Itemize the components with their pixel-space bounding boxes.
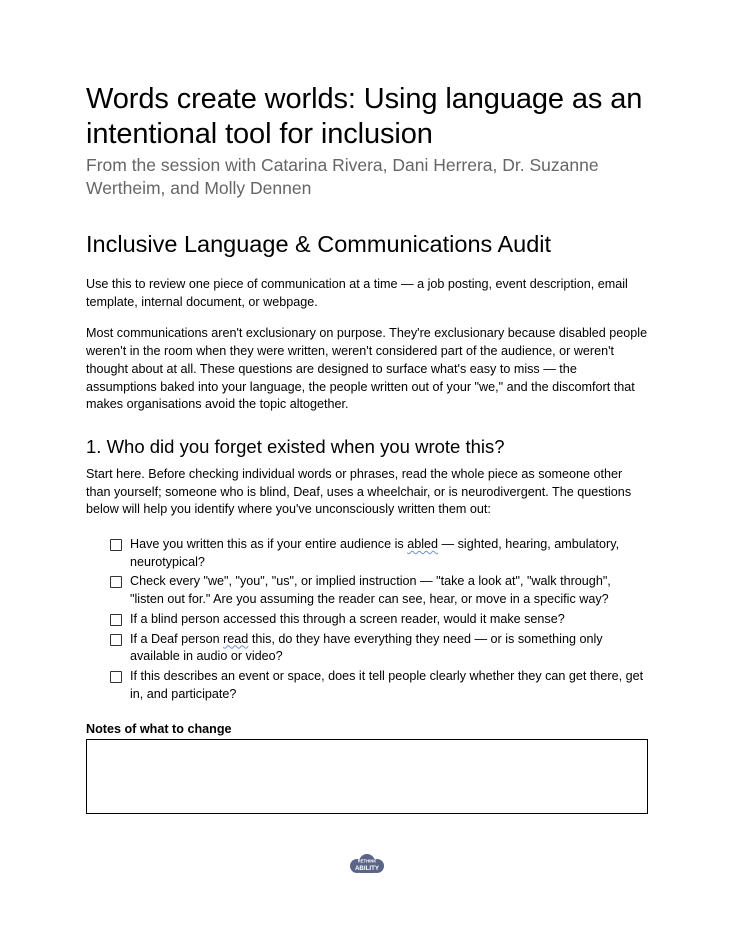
document-page bbox=[86, 82, 648, 814]
checklist-item bbox=[110, 631, 648, 666]
checklist-item bbox=[110, 611, 648, 629]
question-1-checklist bbox=[86, 536, 648, 703]
logo-text-top: RETHINK bbox=[357, 858, 377, 864]
section-heading: Inclusive Language & Communications Audit bbox=[86, 231, 552, 257]
question-1-heading: 1. Who did you forget existed when you wrote this? bbox=[86, 435, 505, 457]
rethink-ability-logo bbox=[348, 854, 386, 874]
checklist-item-text: If a Deaf person read this, do they have everything they need — or is something only available in audio or video? bbox=[130, 631, 603, 664]
question-1-intro: Start here. Before checking individual words or phrases, read the whole piece as someone other than yourself; someone who is blind, Deaf, uses a wheelchair, or is neurodivergent. The questions below will help you identify where you've unconsciously written them out: bbox=[86, 466, 632, 517]
intro-paragraph-2: Most communications aren't exclusionary on purpose. They're exclusionary because disabled people weren't in the room when they were written, weren't considered part of the audience, or weren't thought about at all. These questions are designed to surface what's easy to miss — the assumptions baked into your language, the people written out of your "we," and the discomfort that makes organisations avoid the topic altogether. bbox=[86, 326, 648, 412]
notes-label: Notes of what to change bbox=[86, 722, 232, 737]
checklist-item bbox=[110, 536, 648, 571]
spellcheck-flagged-word: read bbox=[223, 631, 249, 646]
checklist-item-text: If a blind person accessed this through a screen reader, would it make sense? bbox=[130, 611, 565, 626]
notes-text-box[interactable] bbox=[86, 739, 648, 814]
checklist-item-text: Check every "we", "you", "us", or implied instruction — "take a look at", "walk through", "listen out for." Are you assuming the reader can see, hear, or move in a specific way? bbox=[130, 574, 611, 607]
spellcheck-flagged-word: abled bbox=[407, 537, 439, 552]
checkbox-unchecked-icon[interactable] bbox=[110, 634, 122, 646]
checklist-item-text: Have you written this as if your entire audience is abled — sighted, hearing, ambulatory, neurotypical? bbox=[130, 537, 620, 569]
document-subtitle: From the session with Catarina Rivera, Dani Herrera, Dr. Suzanne Wertheim, and Molly Dennen bbox=[86, 155, 599, 198]
checklist-item bbox=[110, 668, 648, 703]
document-title: Words create worlds: Using language as an intentional tool for inclusion bbox=[86, 83, 643, 150]
checklist-item bbox=[110, 573, 648, 608]
checklist-item-text: If this describes an event or space, does it tell people clearly whether they can get there, get in, and participate? bbox=[130, 668, 644, 701]
intro-paragraph-1: Use this to review one piece of communication at a time — a job posting, event description, email template, internal document, or webpage. bbox=[86, 277, 628, 309]
checkbox-unchecked-icon[interactable] bbox=[110, 671, 122, 683]
checkbox-unchecked-icon[interactable] bbox=[110, 539, 122, 551]
logo-text-bottom: ABILITY bbox=[354, 865, 380, 872]
checkbox-unchecked-icon[interactable] bbox=[110, 614, 122, 626]
checkbox-unchecked-icon[interactable] bbox=[110, 576, 122, 588]
